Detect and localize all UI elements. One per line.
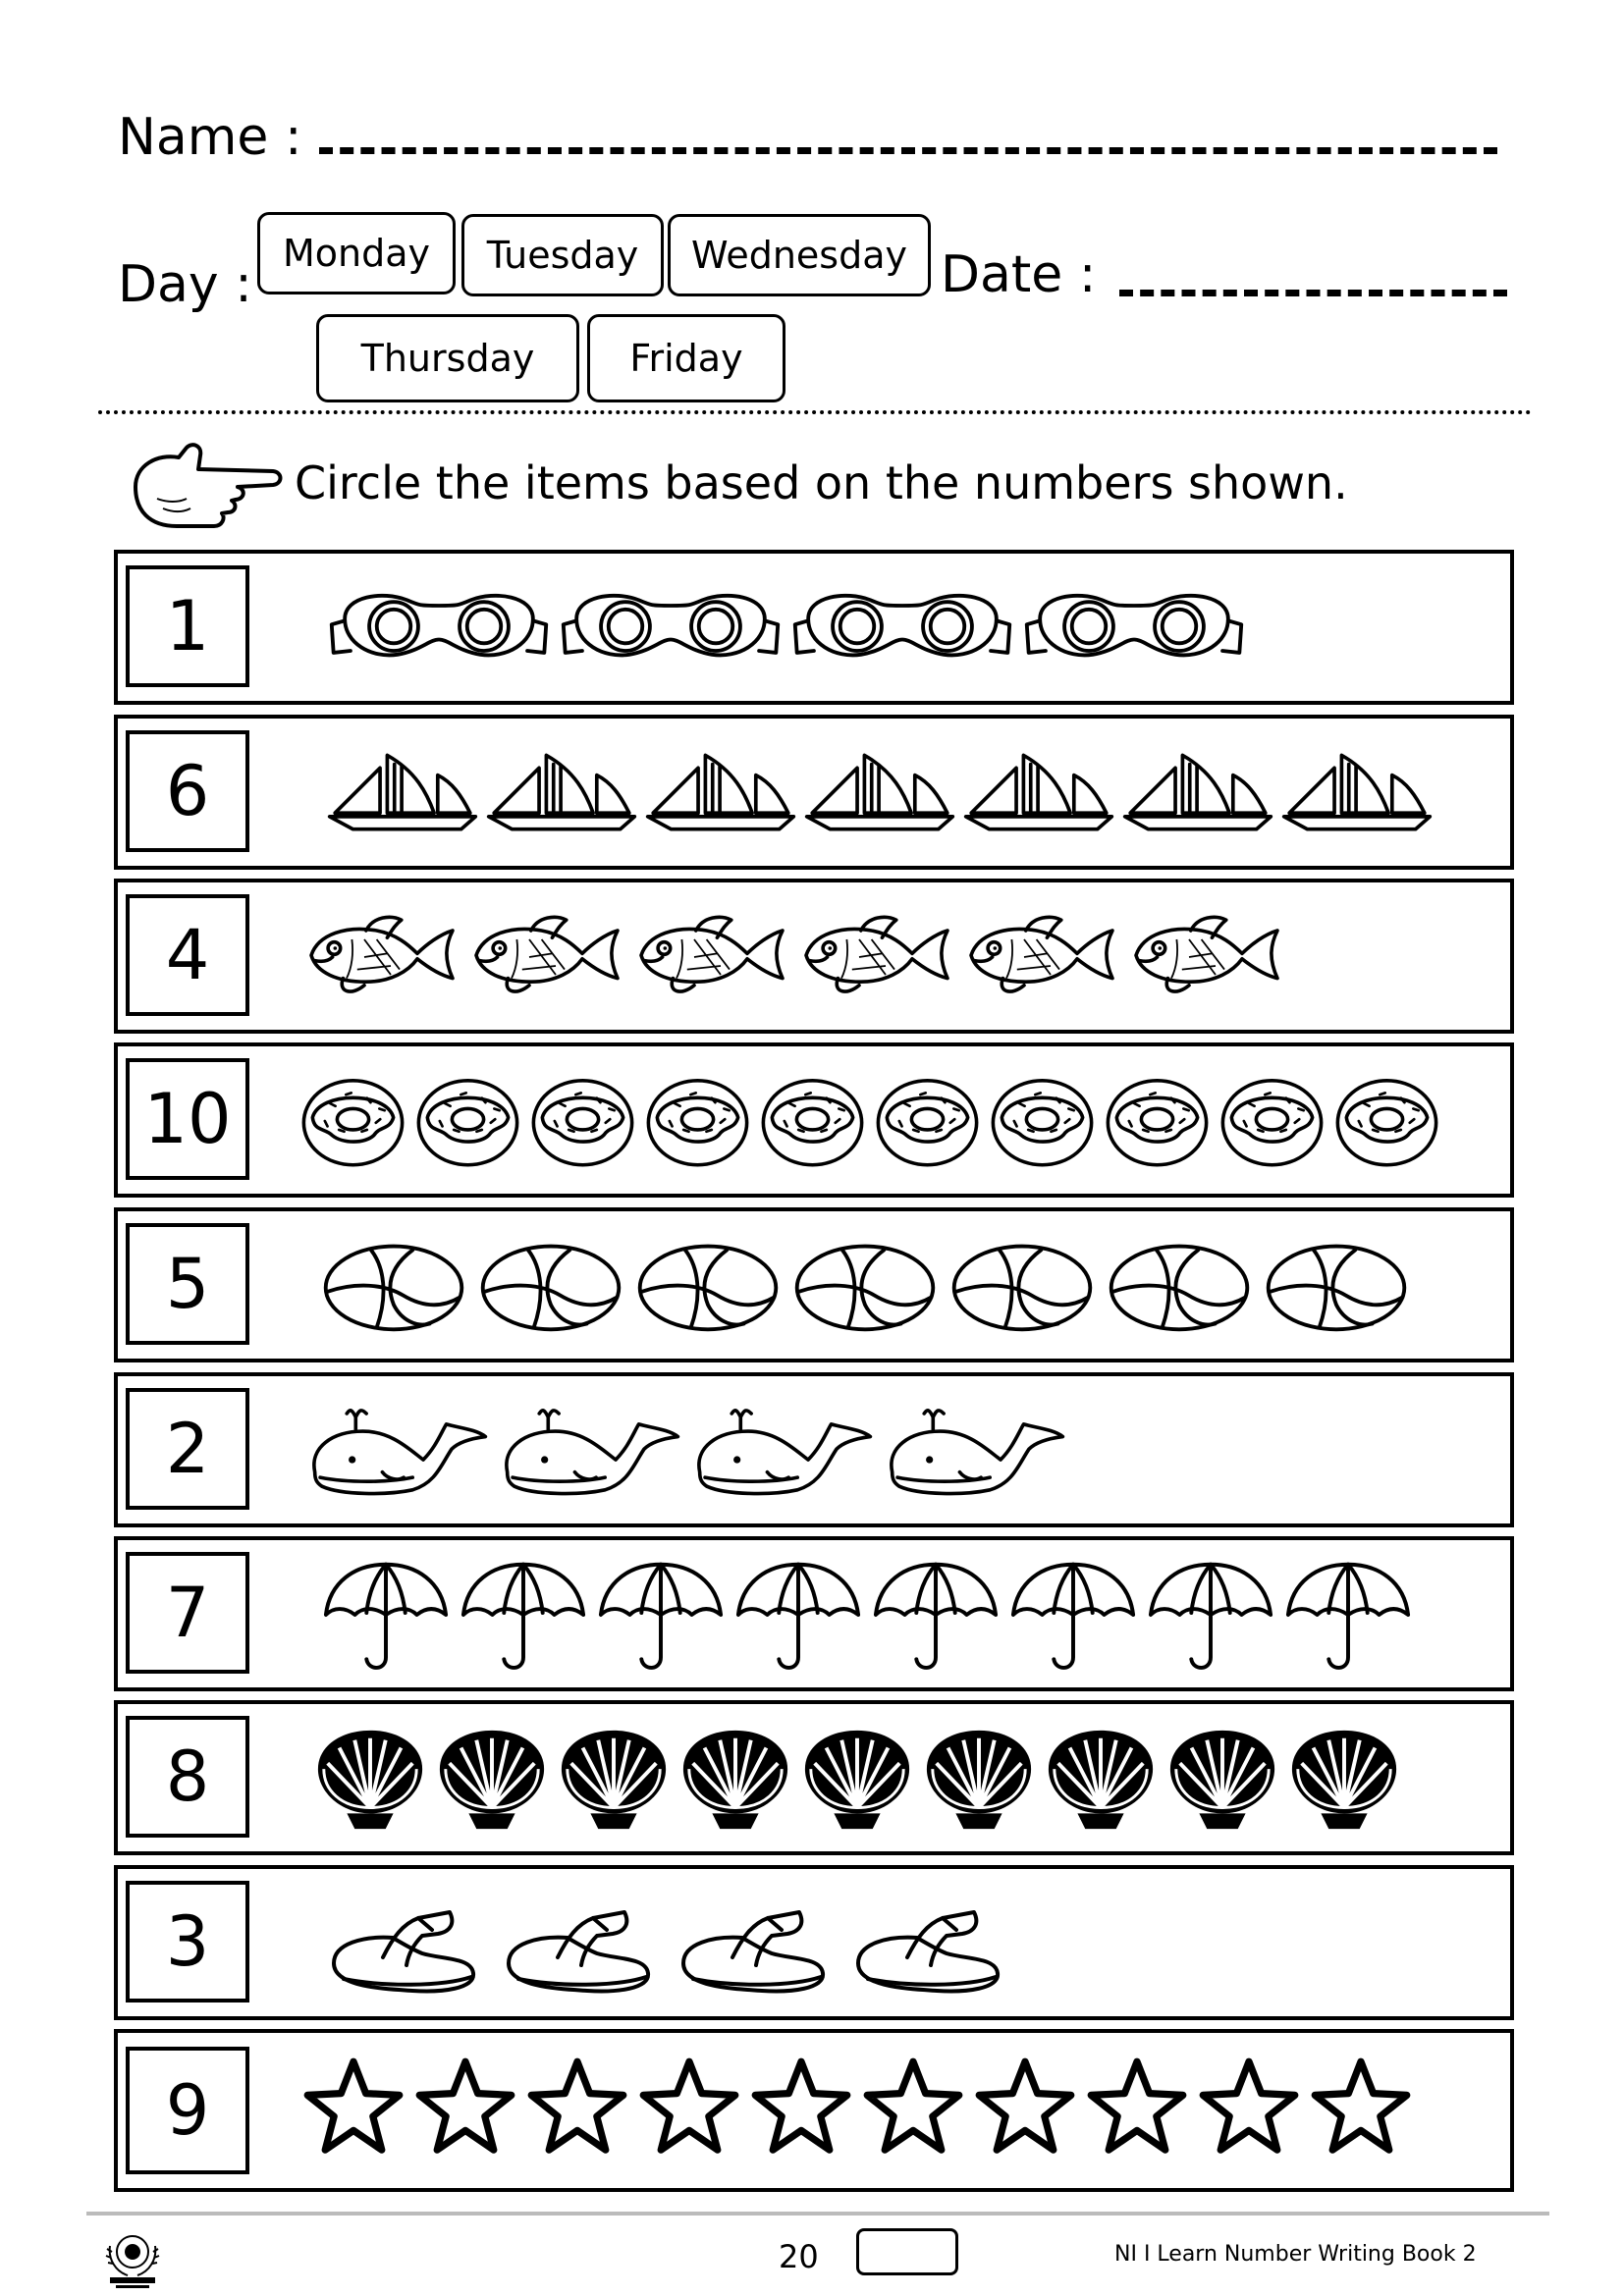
fish-icon[interactable] — [467, 888, 644, 1026]
number-box: 3 — [126, 1881, 249, 2002]
star-icon[interactable] — [412, 2039, 530, 2176]
star-icon[interactable] — [636, 2039, 754, 2176]
number-box: 5 — [126, 1223, 249, 1345]
umbrella-icon[interactable] — [1282, 1546, 1416, 1683]
shell-icon[interactable] — [434, 1710, 552, 1847]
star-icon[interactable] — [972, 2039, 1090, 2176]
date-label: Date : — [941, 245, 1097, 304]
sailboat-icon[interactable] — [326, 724, 493, 862]
umbrella-icon[interactable] — [320, 1546, 454, 1683]
day-option-tuesday[interactable]: Tuesday — [461, 214, 664, 296]
donut-icon[interactable] — [298, 1052, 420, 1190]
ball-icon[interactable] — [1261, 1217, 1418, 1355]
number-box: 8 — [126, 1716, 249, 1838]
pointing-hand-icon — [128, 440, 285, 534]
sailboat-icon[interactable] — [1280, 724, 1447, 862]
ball-icon[interactable] — [1104, 1217, 1261, 1355]
number-box: 10 — [126, 1058, 249, 1180]
page-score-box — [856, 2228, 958, 2275]
number-box: 9 — [126, 2047, 249, 2174]
shell-icon[interactable] — [1043, 1710, 1161, 1847]
name-field[interactable] — [319, 147, 1497, 154]
number-box: 7 — [126, 1552, 249, 1674]
fish-icon[interactable] — [1127, 888, 1304, 1026]
sailboat-icon[interactable] — [644, 724, 811, 862]
fish-icon[interactable] — [797, 888, 974, 1026]
day-option-monday[interactable]: Monday — [257, 212, 456, 294]
shell-icon[interactable] — [556, 1710, 674, 1847]
whale-icon[interactable] — [302, 1382, 509, 1520]
footer-divider — [86, 2212, 1549, 2216]
fish-icon[interactable] — [632, 888, 809, 1026]
ball-icon[interactable] — [475, 1217, 632, 1355]
sailboat-icon[interactable] — [1121, 724, 1288, 862]
exercise-row-8 — [114, 1700, 1514, 1855]
exercise-row-10 — [114, 2029, 1514, 2192]
name-label: Name : — [118, 108, 302, 167]
flipflop-icon[interactable] — [499, 1875, 656, 2012]
whale-icon[interactable] — [495, 1382, 701, 1520]
ball-icon[interactable] — [789, 1217, 947, 1355]
whale-icon[interactable] — [687, 1382, 893, 1520]
shell-icon[interactable] — [921, 1710, 1039, 1847]
number-box: 6 — [126, 730, 249, 852]
star-icon[interactable] — [860, 2039, 978, 2176]
umbrella-icon[interactable] — [1007, 1546, 1141, 1683]
exercise-row-4 — [114, 1042, 1514, 1198]
exercise-row-9 — [114, 1865, 1514, 2020]
goggles-icon[interactable] — [789, 560, 1035, 697]
exercise-row-5 — [114, 1207, 1514, 1362]
donut-icon[interactable] — [758, 1052, 880, 1190]
donut-icon[interactable] — [1218, 1052, 1339, 1190]
goggles-icon[interactable] — [558, 560, 803, 697]
item-group — [285, 1875, 1502, 2012]
star-icon[interactable] — [524, 2039, 642, 2176]
exercise-row-6 — [114, 1372, 1514, 1527]
flipflop-icon[interactable] — [674, 1875, 831, 2012]
day-option-thursday[interactable]: Thursday — [316, 314, 579, 402]
ball-icon[interactable] — [947, 1217, 1104, 1355]
number-box: 2 — [126, 1388, 249, 1510]
item-group — [285, 1217, 1502, 1355]
number-box: 1 — [126, 565, 249, 687]
day-option-friday[interactable]: Friday — [587, 314, 785, 402]
book-title: NI I Learn Number Writing Book 2 — [1114, 2242, 1477, 2267]
item-group — [285, 2039, 1502, 2176]
exercise-row-1 — [114, 550, 1514, 705]
umbrella-icon[interactable] — [1145, 1546, 1278, 1683]
item-group — [285, 724, 1502, 862]
exercise-row-7 — [114, 1536, 1514, 1691]
item-group — [285, 1710, 1502, 1847]
sailboat-icon[interactable] — [485, 724, 652, 862]
school-crest-logo — [98, 2226, 167, 2291]
donut-icon[interactable] — [1103, 1052, 1224, 1190]
shell-icon[interactable] — [1286, 1710, 1404, 1847]
goggles-icon[interactable] — [326, 560, 571, 697]
star-icon[interactable] — [300, 2039, 418, 2176]
item-group — [285, 1052, 1502, 1190]
exercise-row-3 — [114, 879, 1514, 1034]
fish-icon[interactable] — [962, 888, 1139, 1026]
donut-icon[interactable] — [988, 1052, 1110, 1190]
whale-icon[interactable] — [880, 1382, 1086, 1520]
page-number: 20 — [779, 2238, 819, 2275]
day-label: Day : — [118, 255, 252, 314]
ball-icon[interactable] — [318, 1217, 475, 1355]
donut-icon[interactable] — [643, 1052, 765, 1190]
donut-icon[interactable] — [413, 1052, 535, 1190]
item-group — [285, 1382, 1502, 1520]
donut-icon[interactable] — [528, 1052, 650, 1190]
sailboat-icon[interactable] — [962, 724, 1129, 862]
star-icon[interactable] — [748, 2039, 866, 2176]
flipflop-icon[interactable] — [848, 1875, 1005, 2012]
star-icon[interactable] — [1196, 2039, 1314, 2176]
number-box: 4 — [126, 894, 249, 1016]
shell-icon[interactable] — [1164, 1710, 1282, 1847]
shell-icon[interactable] — [799, 1710, 917, 1847]
umbrella-icon[interactable] — [732, 1546, 866, 1683]
item-group — [285, 1546, 1502, 1683]
goggles-icon[interactable] — [1021, 560, 1267, 697]
section-divider — [98, 410, 1532, 414]
flipflop-icon[interactable] — [324, 1875, 481, 2012]
instruction-text: Circle the items based on the numbers shown. — [295, 456, 1348, 509]
shell-icon[interactable] — [677, 1710, 795, 1847]
umbrella-icon[interactable] — [458, 1546, 591, 1683]
item-group — [285, 888, 1502, 1026]
donut-icon[interactable] — [1332, 1052, 1454, 1190]
sailboat-icon[interactable] — [803, 724, 970, 862]
date-field[interactable] — [1119, 290, 1507, 296]
day-option-wednesday[interactable]: Wednesday — [668, 214, 931, 296]
star-icon[interactable] — [1308, 2039, 1426, 2176]
ball-icon[interactable] — [632, 1217, 789, 1355]
umbrella-icon[interactable] — [595, 1546, 729, 1683]
donut-icon[interactable] — [873, 1052, 995, 1190]
item-group — [285, 560, 1502, 697]
umbrella-icon[interactable] — [870, 1546, 1003, 1683]
star-icon[interactable] — [1084, 2039, 1202, 2176]
exercise-row-2 — [114, 715, 1514, 870]
shell-icon[interactable] — [312, 1710, 430, 1847]
fish-icon[interactable] — [302, 888, 479, 1026]
